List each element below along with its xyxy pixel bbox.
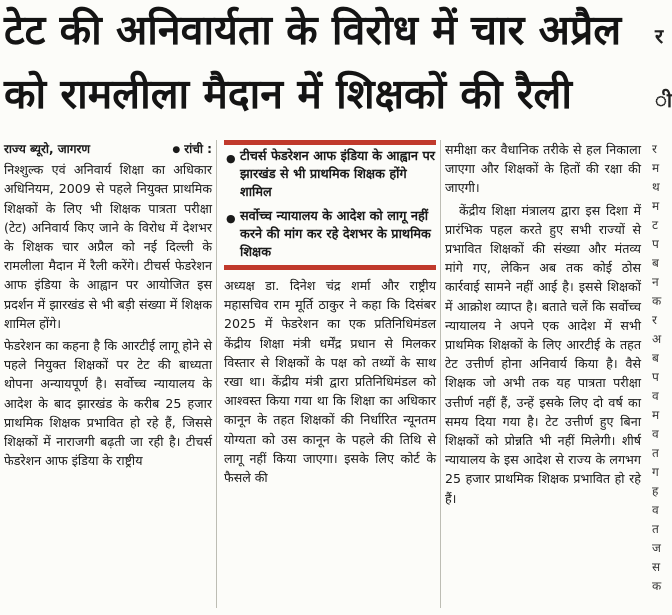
adjacent-article-glyph: म bbox=[652, 408, 660, 422]
highlights-box bbox=[224, 140, 436, 270]
adjacent-article-glyph: प bbox=[652, 237, 659, 251]
highlight-item bbox=[224, 205, 436, 265]
adjacent-article-glyph: र bbox=[652, 313, 657, 327]
bureau-credit: राज्य ब्यूरो, जागरण bbox=[4, 142, 91, 156]
adjacent-article-glyph: ट bbox=[652, 218, 659, 232]
adjacent-article-glyph: म bbox=[652, 161, 660, 175]
adjacent-article-glyph: ब bbox=[652, 351, 659, 365]
headline-line-2: को रामलीला मैदान में शिक्षकों की रैली bbox=[4, 70, 572, 118]
adjacent-article-glyph: न bbox=[652, 275, 659, 289]
adjacent-article-glyph: र bbox=[652, 142, 657, 156]
bullet-icon: ● bbox=[226, 212, 236, 225]
paragraph: निश्शुल्क एवं अनिवार्य शिक्षा का अधिकार अधिनियम, 2009 से पहले नियुक्त प्राथमिक शिक्षकों के लिए भी शिक्षक पात्रता परीक्षा (टेट) अनिवार्य किए जाने के विरोध में देशभर के शिक्षक चार अप्रैल को नई दिल्ली के रामलीला मैदान में रैली करेंगे। टीचर्स फेडरेशन आफ इंडिया के आह्वान पर आयोजित इस प्रदर्शन में झारखंड से भी बड़ी संख्या में शिक्षक शामिल होंगे। bbox=[4, 162, 212, 331]
adjacent-article-glyph: क bbox=[652, 294, 662, 308]
adjacent-article-glyph: ज bbox=[652, 541, 661, 555]
column-divider bbox=[216, 140, 217, 608]
adjacent-article-glyph: म bbox=[652, 199, 660, 213]
highlight-text: सर्वोच्च न्यायालय के आदेश को लागू नहीं करने की मांग कर रहे देशभर के प्राथमिक शिक्षक bbox=[240, 209, 431, 260]
adjacent-article-glyph: प bbox=[652, 370, 659, 384]
adjacent-article-glyph: त bbox=[652, 446, 659, 460]
highlight-bar-bottom bbox=[224, 265, 436, 270]
adjacent-article-glyph: स bbox=[652, 560, 661, 574]
adjacent-article-glyph: व bbox=[652, 389, 659, 403]
dateline-place: ● रांची : bbox=[172, 140, 212, 160]
adjacent-article-glyph: ब bbox=[652, 256, 659, 270]
highlight-item bbox=[224, 145, 436, 205]
article-column-2 bbox=[224, 140, 436, 615]
paragraph: अध्यक्ष डा. दिनेश चंद्र शर्मा और राष्ट्रीय महासचिव राम मूर्ति ठाकुर ने कहा कि दिसंबर 2025 में फेडरेशन का एक प्रतिनिधिमंडल केंद्रीय शिक्षा मंत्री धर्मेंद्र प्रधान से मिलकर विस्तार से शिक्षकों के पक्ष को तथ्यों के साथ रखा था। केंद्रीय मंत्री द्वारा प्रतिनिधिमंडल को आश्वस्त किया गया था कि शिक्षा का अधिकार कानून के तहत शिक्षकों की निर्धारित न्यूनतम योग्यता को उस कानून के पहले की तिथि से लागू नहीं किया जाएगा। इसके लिए कोर्ट के फैसले की bbox=[224, 278, 436, 486]
article-column-1 bbox=[4, 140, 212, 615]
adjacent-article-glyph: व bbox=[652, 503, 659, 517]
column-divider bbox=[440, 140, 441, 608]
paragraph: केंद्रीय शिक्षा मंत्रालय द्वारा इस दिशा में प्रारंभिक पहल करते हुए सभी राज्यों से प्रभावित शिक्षकों की संख्या और मंतव्य मांगे गए, लेकिन अब तक कोई ठोस कार्रवाई सामने नहीं आई है। इससे शिक्षकों में आक्रोश व्याप्त है। बताते चलें कि सर्वोच्च न्यायालय ने अपने एक आदेश में सभी प्राथमिक शिक्षकों के लिए आरटीई के तहत टेट उत्तीर्ण होना अनिवार्य किया है। वैसे शिक्षक जो अभी तक यह पात्रता परीक्षा उत्तीर्ण नहीं हैं, उन्हें इसके लिए दो वर्ष का समय दिया गया है। टेट उत्तीर्ण हुए बिना शिक्षकों को प्रोन्नति भी नहीं मिलेगी। शीर्ष न्यायालय के इस आदेश से राज्य के लगभग 25 हजार प्राथमिक शिक्षक प्रभावित हो रहे हैं। bbox=[445, 202, 641, 506]
adjacent-article-headline-fragment: र bbox=[655, 24, 664, 48]
headline-line-1: टेट की अनिवार्यता के विरोध में चार अप्रैल bbox=[4, 6, 622, 54]
adjacent-article-glyph: थ bbox=[652, 180, 660, 194]
article-column-3 bbox=[445, 140, 641, 615]
adjacent-article-glyph: ह bbox=[652, 484, 659, 498]
bullet-icon: ● bbox=[226, 152, 236, 165]
adjacent-article-glyph: अ bbox=[652, 332, 662, 346]
adjacent-article-glyph: त bbox=[652, 522, 659, 536]
paragraph: फेडरेशन का कहना है कि आरटीई लागू होने से पहले नियुक्त शिक्षकों पर टेट की बाध्यता थोपना अन्यायपूर्ण है। सर्वोच्च न्यायालय के आदेश के बाद झारखंड के करीब 25 हजार प्राथमिक शिक्षक प्रभावित हो रहे हैं, जिससे शिक्षकों में नाराजगी बढ़ती जा रही है। टीचर्स फेडरेशन आफ इंडिया के राष्ट्रीय bbox=[4, 338, 212, 469]
paragraph: समीक्षा कर वैधानिक तरीके से हल निकाला जाएगा और शिक्षकों के हितों की रक्षा की जाएगी। bbox=[445, 142, 641, 196]
adjacent-article-fragment bbox=[652, 140, 665, 615]
adjacent-article-glyph: क bbox=[652, 579, 662, 593]
adjacent-article-headline-fragment: ी bbox=[655, 88, 672, 112]
adjacent-article-glyph: ग bbox=[652, 465, 659, 479]
dateline bbox=[4, 140, 212, 160]
adjacent-article-glyph: व bbox=[652, 427, 659, 441]
highlight-text: टीचर्स फेडरेशन आफ इंडिया के आह्वान पर झारखंड से भी प्राथमिक शिक्षक होंगे शामिल bbox=[240, 149, 435, 200]
